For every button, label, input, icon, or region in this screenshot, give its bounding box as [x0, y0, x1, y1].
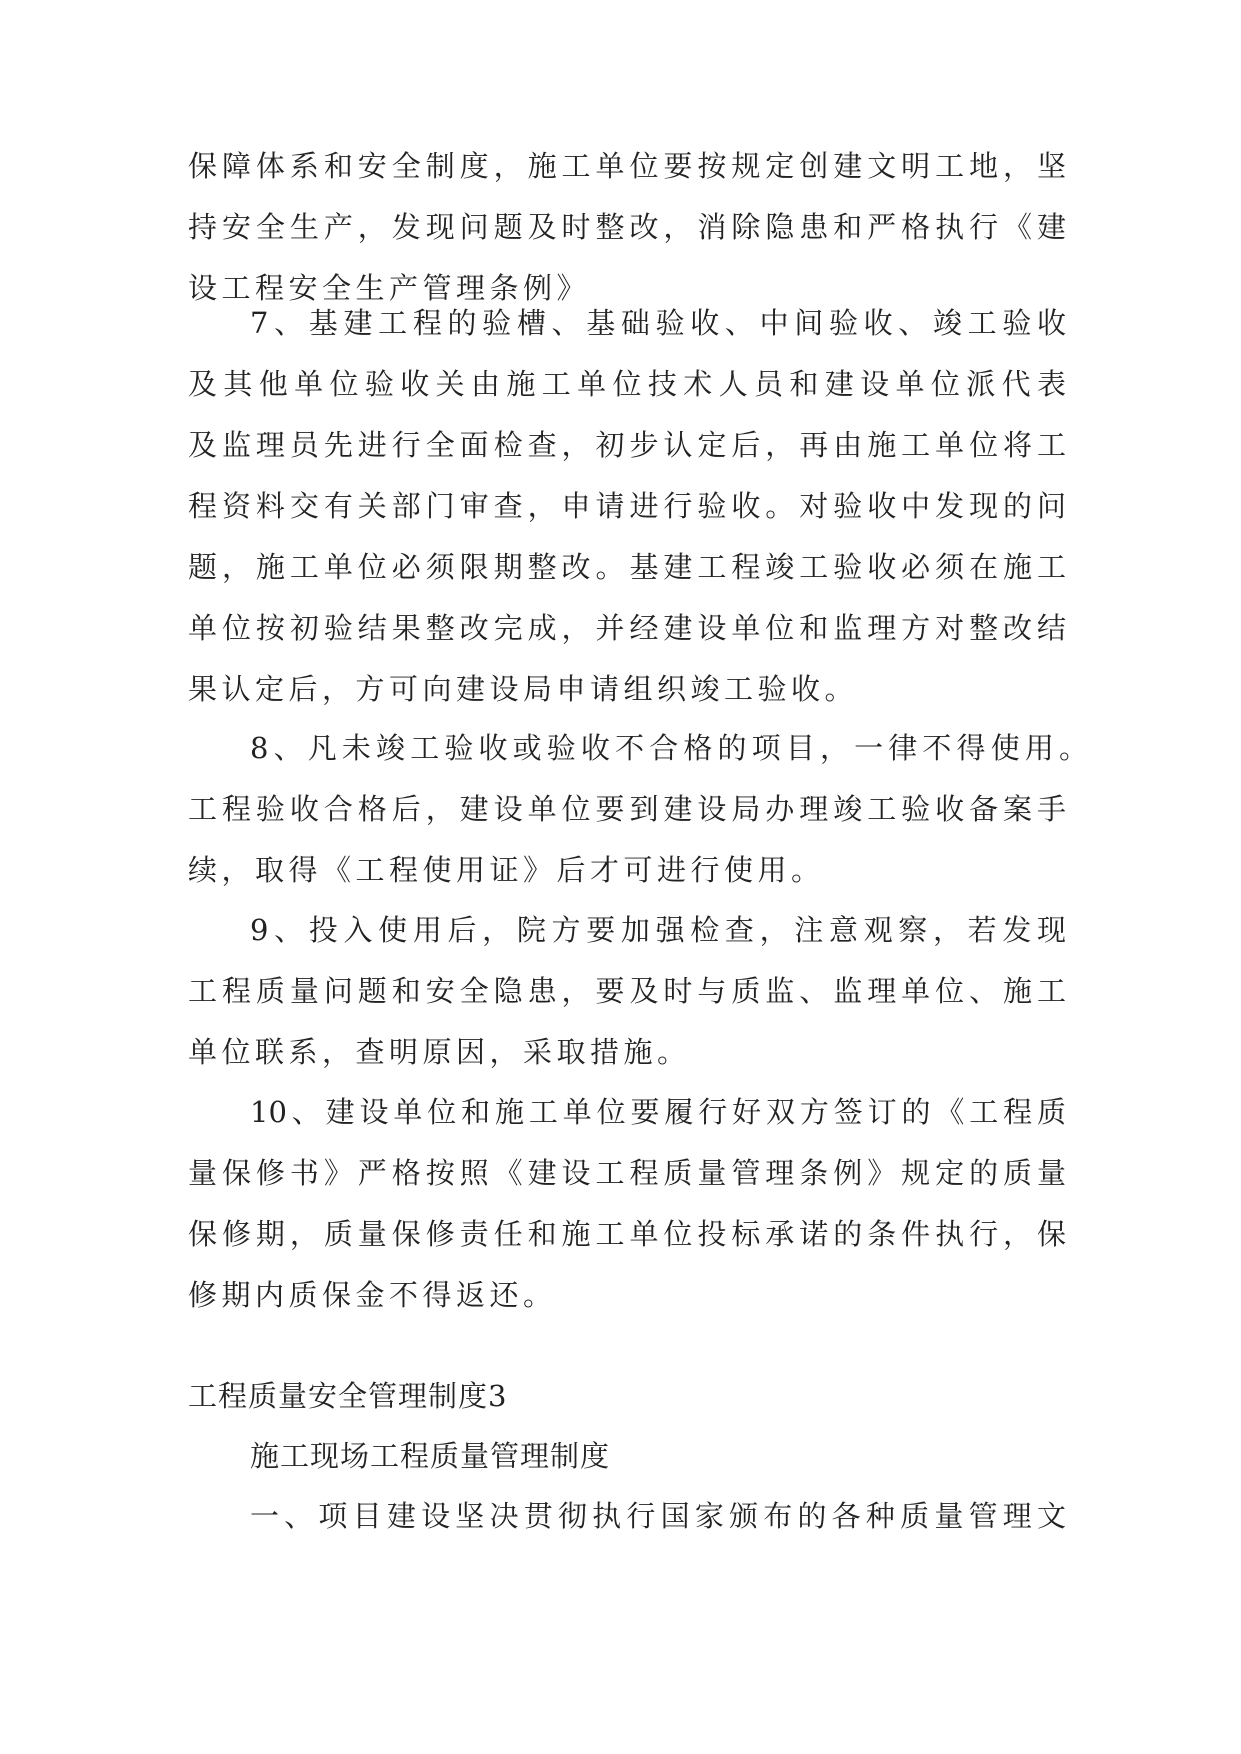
paragraph-item-7 [188, 293, 1066, 720]
text-line: 及其他单位验收关由施工单位技术人员和建设单位派代表 [188, 367, 1066, 401]
text-line: 持安全生产，发现问题及时整改，消除隐患和严格执行《建 [188, 210, 1066, 244]
text-line: 单位联系，查明原因，采取措施。 [188, 1035, 691, 1069]
text-line: 及监理员先进行全面检查，初步认定后，再由施工单位将工 [188, 428, 1066, 462]
text-line: 7、基建工程的验槽、基础验收、中间验收、竣工验收 [250, 306, 1066, 340]
text-line: 9、投入使用后，院方要加强检查，注意观察，若发现 [250, 913, 1066, 947]
text-line: 8、凡未竣工验收或验收不合格的项目，一律不得使用。 [250, 731, 1088, 765]
text-line: 续，取得《工程使用证》后才可进行使用。 [188, 853, 825, 887]
text-line: 工程质量问题和安全隐患，要及时与质监、监理单位、施工 [188, 974, 1066, 1008]
text-line: 题，施工单位必须限期整改。基建工程竣工验收必须在施工 [188, 550, 1066, 584]
subtitle-text: 施工现场工程质量管理制度 [250, 1439, 611, 1473]
subtitle [188, 1426, 1066, 1487]
section-title-text: 工程质量安全管理制度3 [188, 1379, 508, 1413]
section-title [188, 1366, 1066, 1427]
text-line: 工程验收合格后，建设单位要到建设局办理竣工验收备案手 [188, 792, 1066, 826]
paragraph-item-9 [188, 900, 1066, 1083]
text-line: 程资料交有关部门审查，申请进行验收。对验收中发现的问 [188, 489, 1066, 523]
paragraph-item-8 [188, 718, 1088, 901]
text-line: 单位按初验结果整改完成，并经建设单位和监理方对整改结 [188, 611, 1066, 645]
text-line: 一、项目建设坚决贯彻执行国家颁布的各种质量管理文 [250, 1499, 1066, 1533]
text-line: 设工程安全生产管理条例》 [188, 271, 591, 305]
text-line: 果认定后，方可向建设局申请组织竣工验收。 [188, 672, 859, 706]
paragraph-section-1 [188, 1486, 1066, 1547]
text-line: 修期内质保金不得返还。 [188, 1278, 557, 1312]
paragraph-continuation [188, 136, 1066, 319]
text-line: 保修期，质量保修责任和施工单位投标承诺的条件执行，保 [188, 1217, 1066, 1251]
text-line: 10、建设单位和施工单位要履行好双方签订的《工程质 [250, 1095, 1066, 1129]
text-line: 保障体系和安全制度，施工单位要按规定创建文明工地，坚 [188, 149, 1066, 183]
text-line: 量保修书》严格按照《建设工程质量管理条例》规定的质量 [188, 1156, 1066, 1190]
paragraph-item-10 [188, 1082, 1066, 1326]
